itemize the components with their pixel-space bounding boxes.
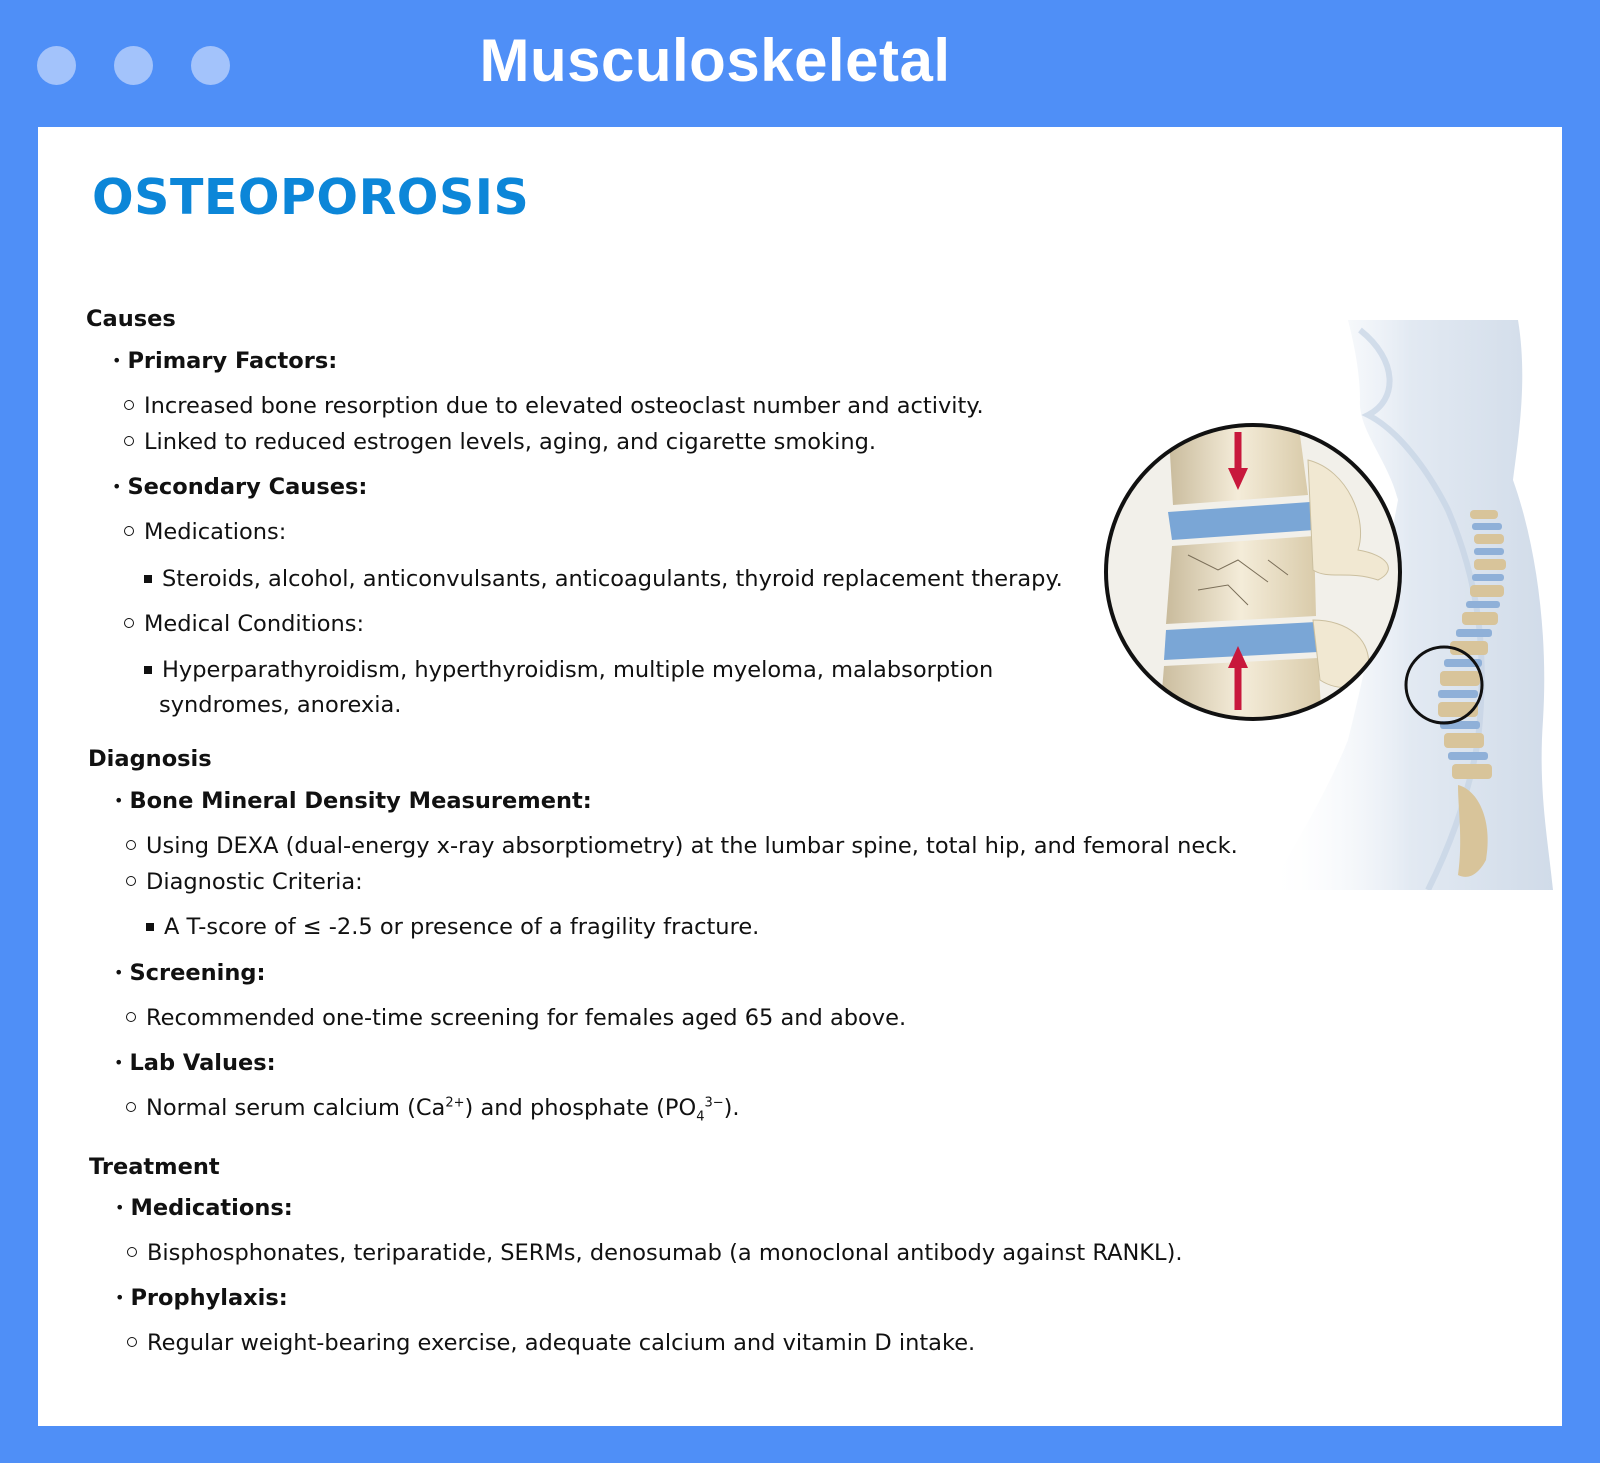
bullet-square-icon xyxy=(146,923,154,931)
window-title: Musculoskeletal xyxy=(479,27,951,94)
bullet-circle-icon xyxy=(126,876,136,886)
bullet-dot-icon: • xyxy=(114,963,124,982)
list-item-medications-detail: Steroids, alcohol, anticonvulsants, anticoagulants, thyroid replacement therapy. xyxy=(144,564,1063,594)
list-item-prophylaxis-detail: Regular weight-bearing exercise, adequate calcium and vitamin D intake. xyxy=(127,1328,975,1358)
list-item-dexa: Using DEXA (dual-energy x-ray absorptiometry) at the lumbar spine, total hip, and femoral neck. xyxy=(126,831,1238,861)
bullet-circle-icon xyxy=(126,1012,136,1022)
bullet-circle-icon xyxy=(124,526,134,536)
list-item-conditions-detail: Hyperparathyroidism, hyperthyroidism, multiple myeloma, malabsorption xyxy=(144,655,993,685)
bullet-square-icon xyxy=(144,666,152,674)
list-item-lab-detail: Normal serum calcium $(Ca^{2+})$ and phosphate $(PO_4^{3-})$. xyxy=(126,1093,740,1123)
section-heading-diagnosis: Diagnosis xyxy=(88,746,212,772)
window-titlebar xyxy=(0,0,1600,127)
list-item-conditions-detail-continued: syndromes, anorexia. xyxy=(159,692,402,718)
bullet-circle-icon xyxy=(124,618,134,628)
list-item-primary-1: Increased bone resorption due to elevated osteoclast number and activity. xyxy=(124,391,984,421)
bullet-circle-icon xyxy=(126,840,136,850)
list-item-prophylaxis: • Prophylaxis: xyxy=(115,1285,288,1311)
section-heading-causes: Causes xyxy=(86,306,176,332)
list-item-treatment-medications: • Medications: xyxy=(115,1195,293,1221)
article-content xyxy=(38,127,1562,1426)
bullet-dot-icon: • xyxy=(115,1288,125,1307)
section-heading-treatment: Treatment xyxy=(89,1154,220,1180)
bullet-circle-icon xyxy=(127,1247,137,1257)
list-item-diagnostic-criteria: Diagnostic Criteria: xyxy=(126,867,363,897)
bullet-circle-icon xyxy=(127,1337,137,1347)
bullet-circle-icon xyxy=(124,436,134,446)
bullet-dot-icon: • xyxy=(112,351,122,370)
list-item-medical-conditions: Medical Conditions: xyxy=(124,609,364,639)
list-item-screening-detail: Recommended one-time screening for females aged 65 and above. xyxy=(126,1003,906,1033)
list-item-treatment-medications-detail: Bisphosphonates, teriparatide, SERMs, denosumab (a monoclonal antibody against RANKL). xyxy=(127,1238,1183,1268)
list-item-bmd: • Bone Mineral Density Measurement: xyxy=(114,788,592,814)
bullet-dot-icon: • xyxy=(114,791,124,810)
bullet-dot-icon: • xyxy=(112,477,122,496)
bullet-circle-icon xyxy=(124,400,134,410)
page-title: OSTEOPOROSIS xyxy=(92,169,530,226)
list-item-medications: Medications: xyxy=(124,517,286,547)
list-item-primary-factors: • Primary Factors: xyxy=(112,348,338,374)
list-item-screening: • Screening: xyxy=(114,960,266,986)
bullet-dot-icon: • xyxy=(114,1053,124,1072)
bullet-square-icon xyxy=(144,575,152,583)
bullet-dot-icon: • xyxy=(115,1198,125,1217)
bullet-circle-icon xyxy=(126,1102,136,1112)
list-item-primary-2: Linked to reduced estrogen levels, aging, and cigarette smoking. xyxy=(124,427,876,457)
list-item-secondary-causes: • Secondary Causes: xyxy=(112,474,368,500)
list-item-lab-values: • Lab Values: xyxy=(114,1050,276,1076)
content-panel xyxy=(38,127,1562,1426)
list-item-tscore: A T-score of ≤ -2.5 or presence of a fragility fracture. xyxy=(146,912,759,942)
